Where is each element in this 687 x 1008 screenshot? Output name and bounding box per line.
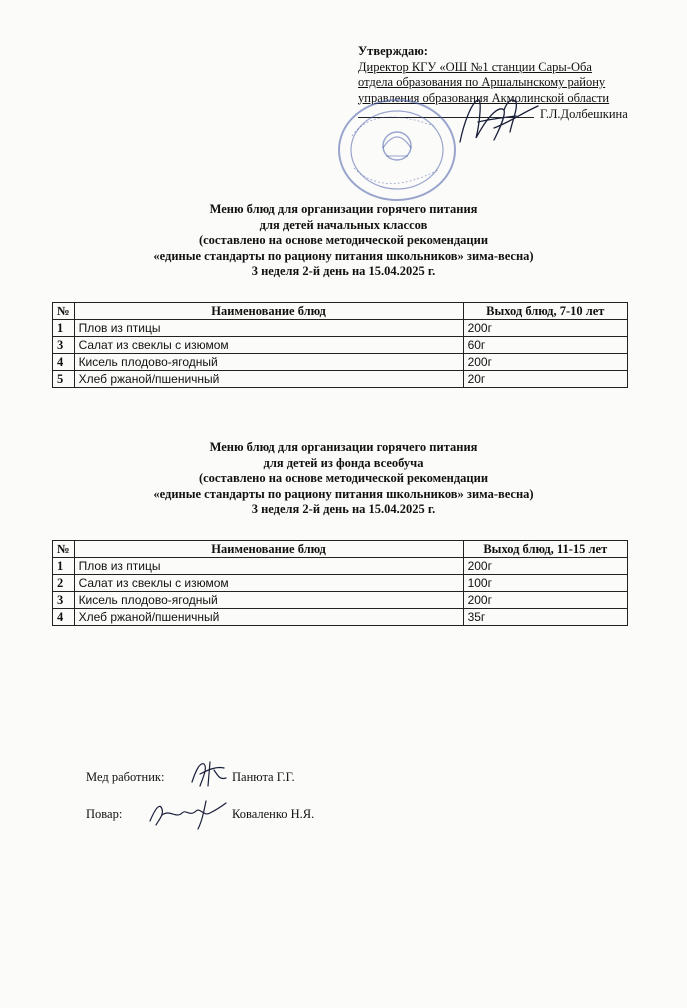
- table-row: [53, 575, 628, 592]
- table-header-row: [53, 303, 628, 320]
- director-signature-icon: [420, 92, 560, 152]
- row-number: 2: [53, 575, 75, 592]
- table-row: [53, 558, 628, 575]
- menu2-title: [0, 440, 687, 518]
- row-number: 4: [53, 354, 75, 371]
- row-number: 3: [53, 337, 75, 354]
- menu1-title-line: для детей начальных классов: [259, 217, 428, 232]
- med-worker-name: Панюта Г.Г.: [232, 770, 295, 784]
- menu2-title-line: (составлено на основе методической рекомендации: [198, 471, 489, 485]
- table-row: [53, 371, 628, 388]
- portion: 60г: [463, 337, 627, 354]
- dish-name: Салат из свеклы с изюмом: [74, 575, 463, 592]
- portion: 200г: [463, 354, 627, 371]
- dish-name: Кисель плодово-ягодный: [74, 592, 463, 609]
- table-header-row: [53, 541, 628, 558]
- med-worker-signature-row: [86, 770, 406, 794]
- dish-name: Салат из свеклы с изюмом: [74, 337, 463, 354]
- row-number: 1: [53, 558, 75, 575]
- dish-name: Плов из птицы: [74, 558, 463, 575]
- approval-line-3: управления образования Акмолинской области: [358, 90, 610, 105]
- dish-name: Кисель плодово-ягодный: [74, 354, 463, 371]
- menu2-title-line: «единые стандарты по рациону питания школьников» зима-весна): [153, 486, 534, 501]
- row-number: 5: [53, 371, 75, 388]
- menu1-title-line: (составлено на основе методической рекомендации: [198, 233, 489, 247]
- header-number: №: [53, 541, 75, 558]
- menu2-title-line: 3 неделя 2-й день на 15.04.2025 г.: [251, 502, 436, 516]
- header-number: №: [53, 303, 75, 320]
- row-number: 4: [53, 609, 75, 626]
- menu1-title-line: «единые стандарты по рациону питания школьников» зима-весна): [153, 248, 534, 263]
- med-signature-icon: [186, 756, 230, 792]
- header-portion: Выход блюд, 11-15 лет: [463, 541, 627, 558]
- menu1-title-line: 3 неделя 2-й день на 15.04.2025 г.: [251, 264, 436, 278]
- portion: 200г: [463, 592, 627, 609]
- cook-signature-icon: [146, 797, 230, 831]
- row-number: 3: [53, 592, 75, 609]
- portion: 20г: [463, 371, 627, 388]
- cook-name: Коваленко Н.Я.: [232, 807, 315, 821]
- table-row: [53, 354, 628, 371]
- cook-signature-row: [86, 807, 406, 831]
- cook-label: Повар:: [86, 807, 123, 821]
- menu2-table: [52, 540, 628, 626]
- header-dish-name: Наименование блюд: [74, 541, 463, 558]
- menu2-title-line: для детей из фонда всеобуча: [263, 455, 424, 470]
- dish-name: Хлеб ржаной/пшеничный: [74, 371, 463, 388]
- menu2-title-line: Меню блюд для организации горячего питания: [209, 440, 478, 454]
- approval-heading: Утверждаю:: [358, 44, 428, 58]
- dish-name: Плов из птицы: [74, 320, 463, 337]
- portion: 35г: [463, 609, 627, 626]
- portion: 200г: [463, 558, 627, 575]
- portion: 100г: [463, 575, 627, 592]
- table-row: [53, 609, 628, 626]
- dish-name: Хлеб ржаной/пшеничный: [74, 609, 463, 626]
- header-portion: Выход блюд, 7-10 лет: [463, 303, 627, 320]
- approval-line-2: отдела образования по Аршалынскому району: [358, 75, 606, 89]
- approval-signer: Г.Л.Долбешкина: [540, 107, 628, 121]
- menu1-title: [0, 202, 687, 280]
- portion: 200г: [463, 320, 627, 337]
- header-dish-name: Наименование блюд: [74, 303, 463, 320]
- table-row: [53, 320, 628, 337]
- menu1-title-line: Меню блюд для организации горячего питания: [209, 202, 478, 216]
- menu1-table: [52, 302, 628, 388]
- approval-line-1: Директор КГУ «ОШ №1 станции Сары-Оба: [358, 59, 592, 74]
- row-number: 1: [53, 320, 75, 337]
- table-row: [53, 592, 628, 609]
- med-worker-label: Мед работник:: [86, 770, 165, 784]
- table-row: [53, 337, 628, 354]
